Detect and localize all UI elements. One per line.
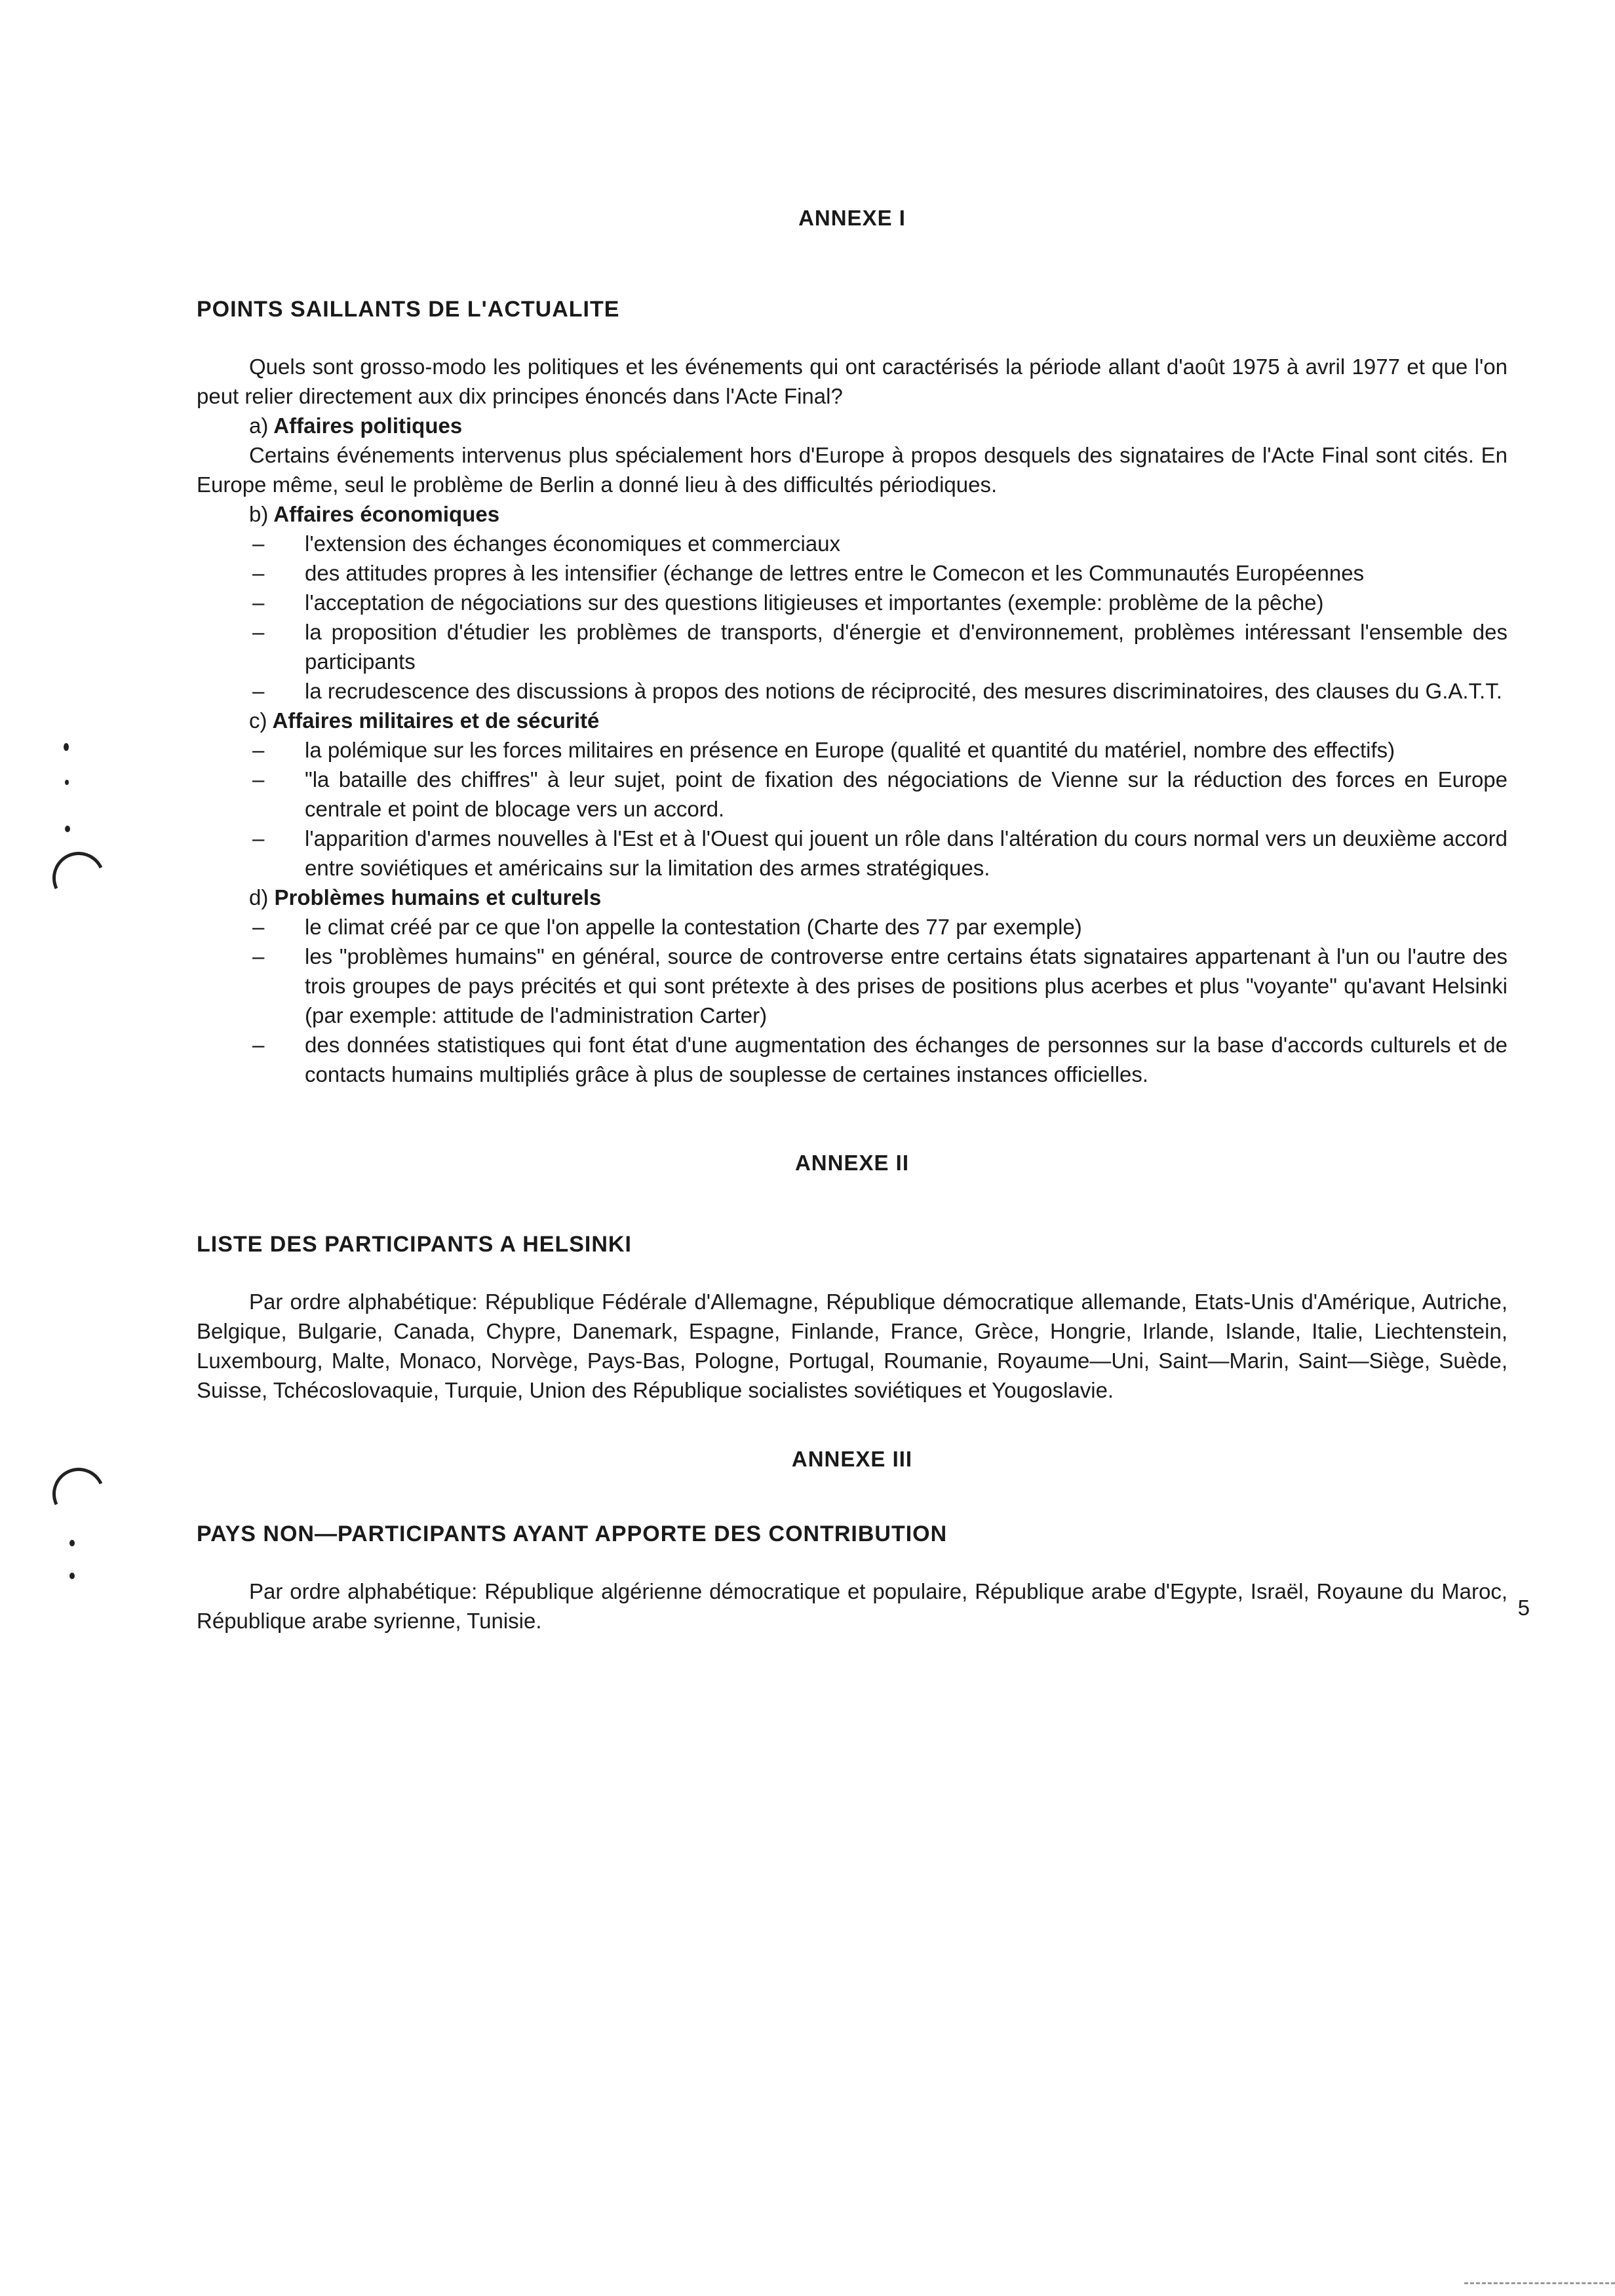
scan-dot [65, 780, 69, 785]
document-page [197, 203, 1508, 1636]
section-d-list [197, 912, 1508, 1089]
list-item: – l'extension des échanges économiques et commerciaux [197, 529, 1508, 558]
section-b-letter: b) [249, 502, 269, 526]
section-d-label: Problèmes humains et culturels [274, 885, 602, 909]
section-c-heading [249, 706, 1508, 735]
annex2-title: ANNEXE II [794, 1151, 910, 1175]
list-item: – le climat créé par ce que l'on appelle la contestation (Charte des 77 par exemple) [197, 912, 1508, 942]
list-item: – des données statistiques qui font état d'une augmentation des échanges de personnes sur la base d'accords culturels et de contacts humains multipliés grâce à plus de souplesse de certaines instances officielles. [197, 1030, 1508, 1089]
annex1-heading: POINTS SAILLANTS DE L'ACTUALITE [197, 297, 620, 322]
list-item: – les "problèmes humains" en général, source de controverse entre certains états signataires appartenant à l'un ou l'autre des trois groupes de pays précités et qui sont prétexte à des prises de positions plus acerbes et plus "voyante" qu'avant Helsinki (par exemple: attitude de l'administration Carter) [197, 942, 1508, 1030]
section-d-heading [249, 883, 1508, 912]
scan-dot [65, 826, 70, 832]
section-b-list [197, 529, 1508, 706]
list-item: – la proposition d'étudier les problèmes de transports, d'énergie et d'environnement, problèmes intéressant l'ensemble des participants [197, 617, 1508, 676]
section-c-list [197, 735, 1508, 883]
list-item: – l'acceptation de négociations sur des questions litigieuses et importantes (exemple: problème de la pêche) [197, 588, 1508, 617]
scan-dot [69, 1540, 75, 1546]
section-c-letter: c) [249, 708, 267, 733]
scan-dot [64, 743, 69, 751]
annex1-title: ANNEXE I [798, 206, 906, 230]
binding-hole-mark [45, 1461, 113, 1528]
annex3-text: Par ordre alphabétique: République algérienne démocratique et populaire, République arabe d'Egypte, Israël, Royaune du Maroc, République arabe syrienne, Tunisie. [197, 1579, 1508, 1633]
section-a-heading [249, 411, 1508, 440]
list-item: – la recrudescence des discussions à propos des notions de réciprocité, des mesures discriminatoires, des clauses du G.A.T.T. [197, 676, 1508, 706]
annex1-intro: Quels sont grosso-modo les politiques et les événements qui ont caractérisés la période allant d'août 1975 à avril 1977 et que l'on peut relier directement aux dix principes énoncés dans l'Acte Final? [197, 354, 1508, 408]
section-c-label: Affaires militaires et de sécurité [272, 708, 600, 733]
section-a-label: Affaires politiques [273, 413, 463, 438]
annex2-heading: LISTE DES PARTICIPANTS A HELSINKI [197, 1232, 632, 1257]
list-item: – des attitudes propres à les intensifier (échange de lettres entre le Comecon et les Communautés Européennes [197, 558, 1508, 588]
annex2-text: Par ordre alphabétique: République Fédérale d'Allemagne, République démocratique allemande, Etats-Unis d'Amérique, Autriche, Belgique, Bulgarie, Canada, Chypre, Danemark, Espagne, Finlande, France, Grèce, Hongrie, Irlande, Islande, Italie, Liechtenstein, Luxembourg, Malte, Monaco, Norvège, Pays-Bas, Pologne, Portugal, Roumanie, Royaume—Uni, Saint—Marin, Saint—Siège, Suède, Suisse, Tchécoslovaquie, Turquie, Union des République socialistes soviétiques et Yougoslavie. [197, 1290, 1508, 1402]
section-d-letter: d) [249, 885, 269, 909]
list-item: – "la bataille des chiffres" à leur sujet, point de fixation des négociations de Vienne sur la réduction des forces en Europe centrale et point de blocage vers un accord. [197, 765, 1508, 824]
annex3-title: ANNEXE III [791, 1447, 913, 1471]
page-number: 5 [1517, 1596, 1530, 1620]
section-a-text: Certains événements intervenus plus spécialement hors d'Europe à propos desquels des signataires de l'Acte Final sont cités. En Europe même, seul le problème de Berlin a donné lieu à des difficultés périodiques. [197, 443, 1508, 497]
scan-dot [69, 1573, 75, 1579]
list-item: – la polémique sur les forces militaires en présence en Europe (qualité et quantité du matériel, nombre des effectifs) [197, 735, 1508, 765]
binding-hole-mark [45, 845, 113, 912]
list-item: – l'apparition d'armes nouvelles à l'Est et à l'Ouest qui jouent un rôle dans l'altération du cours normal vers un deuxième accord entre soviétiques et américains sur la limitation des armes stratégiques. [197, 824, 1508, 883]
section-a-letter: a) [249, 413, 269, 438]
section-b-heading [249, 499, 1508, 529]
section-b-label: Affaires économiques [273, 502, 500, 526]
annex3-heading: PAYS NON—PARTICIPANTS AYANT APPORTE DES CONTRIBUTION [197, 1521, 948, 1546]
scan-edge-line [1464, 2282, 1615, 2284]
